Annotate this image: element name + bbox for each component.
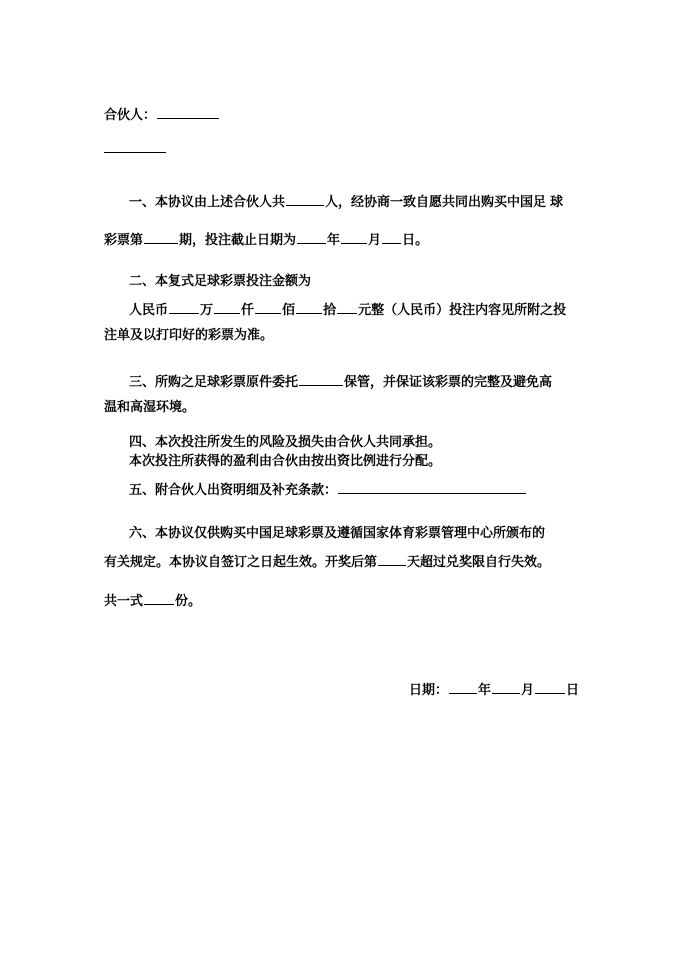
clause1-text-c: 球 (550, 195, 564, 210)
partner-blank-2 (104, 152, 166, 153)
date-year-blank (449, 681, 477, 694)
currency-label: 人民币 (129, 303, 169, 318)
wan-blank (169, 301, 199, 314)
clause3-line1 (129, 373, 552, 391)
clause3-text-b: 保管，并保证该彩票的完整及避免高 (344, 375, 553, 390)
clause6-line1-text: 六、本协议仅供购买中国足球彩票及遵循国家体育彩票管理中心所颁布的 (129, 526, 546, 541)
date-day-blank (535, 681, 565, 694)
copies-line (104, 592, 201, 610)
clause4-line1 (129, 435, 441, 451)
clause1-text-b: 人，经协商一致自愿共同出购买中国足 (325, 195, 547, 210)
clause1-deadline-label: 期，投注截止日期为 (179, 233, 297, 248)
deadline-month-blank (341, 231, 367, 244)
copies-blank (144, 592, 174, 605)
clause3-line2 (104, 400, 195, 416)
partner-label: 合伙人： (104, 108, 157, 123)
unit-shi: 拾 (323, 303, 337, 318)
clause5-line (129, 481, 527, 499)
clause2-amount-line (129, 301, 566, 319)
clause2-line3 (104, 328, 273, 344)
clause4-line1-text: 四、本次投注所发生的风险及损失由合伙人共同承担。 (129, 435, 442, 450)
partner-count-blank (286, 193, 324, 206)
clause2-heading (129, 274, 311, 290)
unit-qian: 仟 (241, 303, 255, 318)
supplementary-terms-blank (338, 481, 526, 494)
expiry-days-blank (378, 553, 406, 566)
custodian-blank (299, 373, 343, 386)
partner-line (104, 106, 220, 124)
clause2-line3-text: 注单及以打印好的彩票为准。 (104, 328, 274, 343)
clause6-line1 (129, 526, 545, 542)
clause1-issue-label: 彩票第 (104, 233, 144, 248)
clause3-text-a: 三、所购之足球彩票原件委托 (129, 375, 299, 390)
date-month-blank (492, 681, 520, 694)
bai-blank (255, 301, 281, 314)
copies-label: 共一式 (104, 594, 144, 609)
clause1-line2 (104, 231, 428, 249)
clause4-line2 (129, 454, 441, 470)
clause1-text-a: 一、本协议由上述合伙人共 (129, 195, 286, 210)
date-year-label: 年 (478, 683, 492, 698)
clause5-label: 五、附合伙人出资明细及补充条款： (129, 483, 338, 498)
deadline-year-blank (297, 231, 326, 244)
deadline-day-blank (382, 231, 401, 244)
copies-suffix: 份。 (175, 594, 202, 609)
clause6-text-b: 天超过兑奖限自行失效。 (407, 555, 551, 570)
partner-blank (157, 106, 219, 119)
year-label: 年 (327, 233, 341, 248)
day-label: 日。 (402, 233, 429, 248)
date-month-label: 月 (521, 683, 535, 698)
clause6-text-a: 有关规定。本协议自签订之日起生效。开奖后第 (104, 555, 378, 570)
clause2-suffix: 元整（人民币）投注内容见所附之投 (358, 303, 567, 318)
date-label: 日期： (409, 683, 449, 698)
yuan-blank (337, 301, 357, 314)
clause3-line2-text: 温和高湿环境。 (104, 400, 196, 415)
qian-blank (214, 301, 240, 314)
clause1-line1 (129, 193, 563, 211)
month-label: 月 (368, 233, 382, 248)
unit-wan: 万 (200, 303, 214, 318)
date-day-label: 日 (566, 683, 580, 698)
clause6-line2 (104, 553, 550, 571)
unit-bai: 佰 (282, 303, 296, 318)
shi-blank (296, 301, 322, 314)
clause4-line2-text: 本次投注所获得的盈利由合伙由按出资比例进行分配。 (129, 454, 442, 469)
clause2-heading-text: 二、本复式足球彩票投注金额为 (129, 274, 312, 289)
date-line (409, 681, 579, 699)
issue-blank (144, 231, 178, 244)
